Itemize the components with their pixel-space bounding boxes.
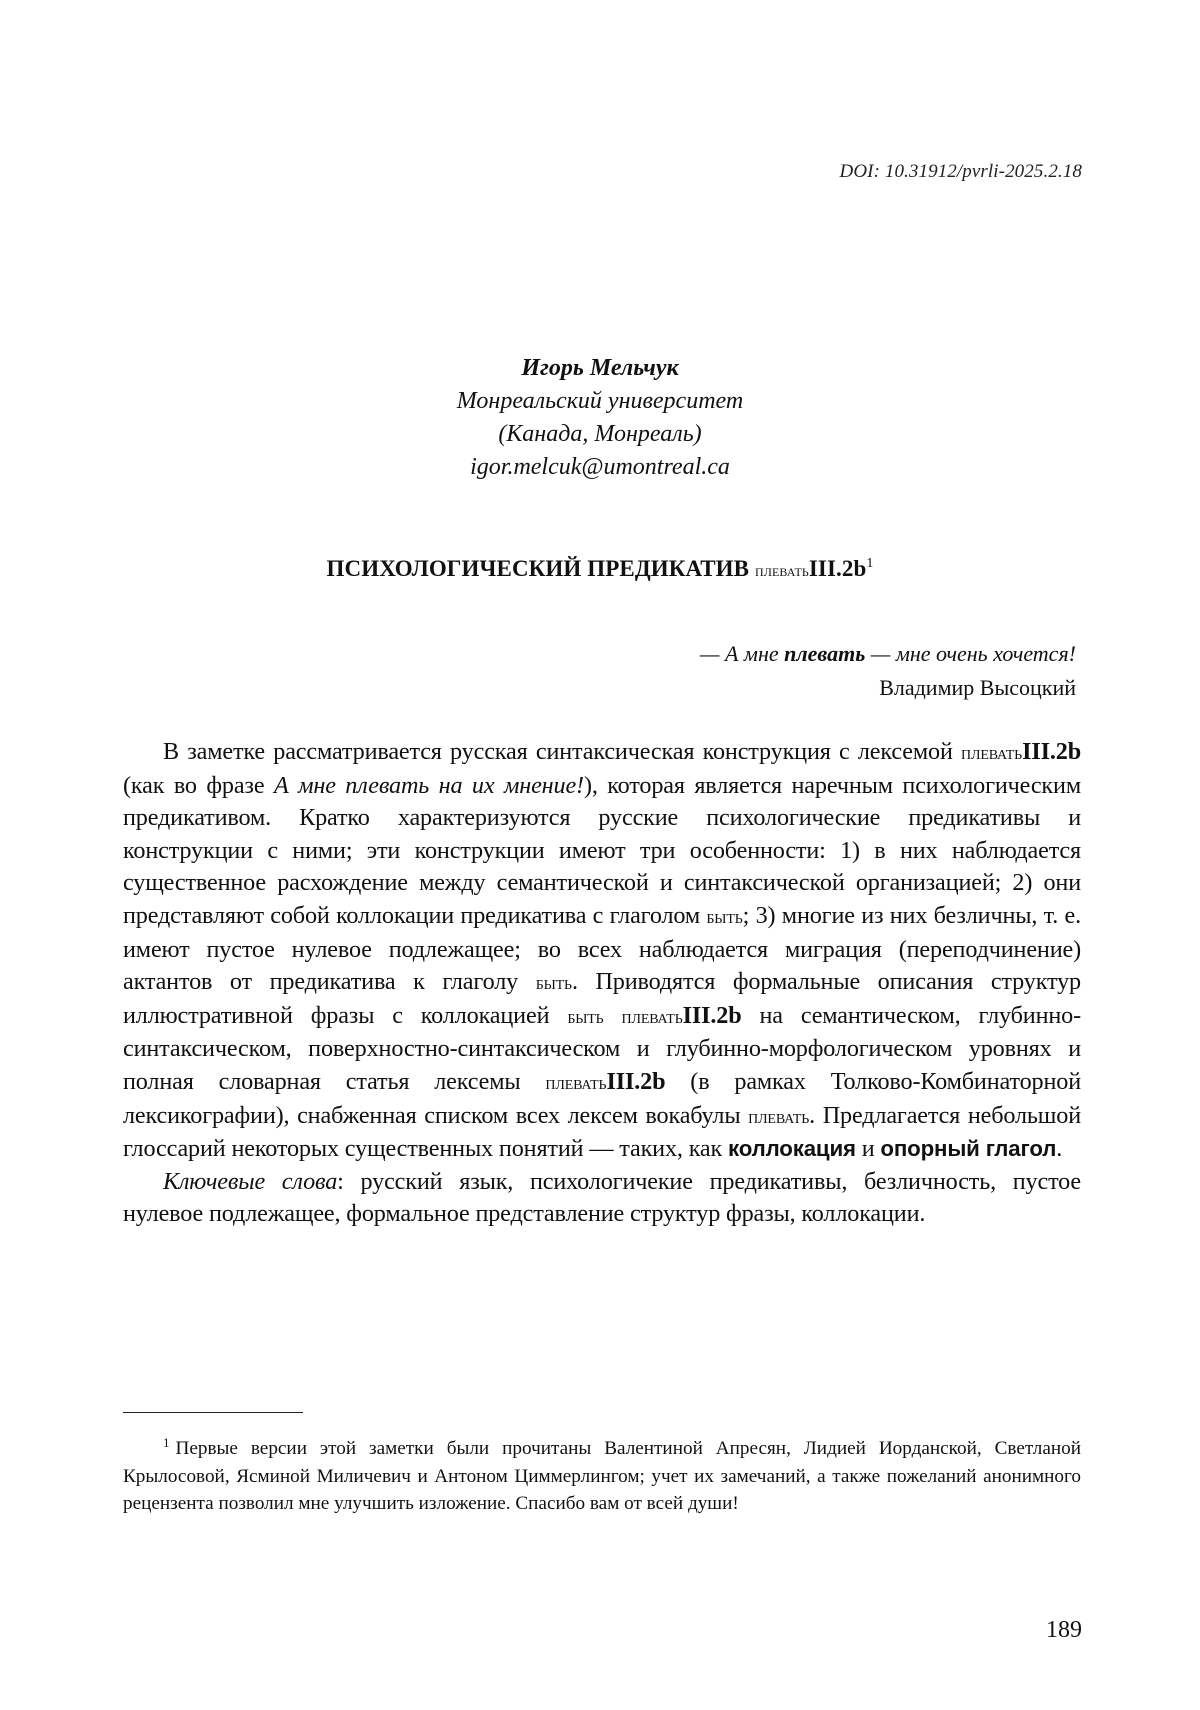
title-sense: III.2b	[808, 556, 867, 581]
epigraph-attribution: Владимир Высоцкий	[879, 675, 1076, 700]
glossary-term: опорный глагол	[880, 1136, 1057, 1162]
abstract-text: на семантическом, глубинно-синтаксическом, поверхностно-синтаксическом и глубинно-морфологическом уровнях и полная словарная статья лексемы	[123, 1001, 1082, 1095]
lexeme-byt: быть	[567, 1005, 604, 1028]
lexeme-plevat: плевать	[961, 742, 1023, 764]
author-email: igor.melcuk@umontreal.ca	[470, 454, 730, 480]
epigraph-quote-start: — А мне	[699, 641, 785, 666]
page-number: 189	[1046, 1617, 1082, 1643]
author-affiliation: Монреальский университет	[456, 388, 744, 414]
keywords-text: : русский язык, психологичекие предикативы, безличность, пустое нулевое подлежащее, формальное представление структур фразы, коллокации.	[123, 1167, 1082, 1228]
author-location: (Канада, Монреаль)	[498, 421, 702, 447]
epigraph-quote-end: — мне очень хочется!	[865, 641, 1076, 666]
abstract-text: .	[1056, 1135, 1063, 1163]
sense-number: III.2b	[1022, 738, 1081, 765]
abstract-text: В заметке рассматривается русская синтаксическая конструкция с лексемой	[163, 738, 962, 765]
keywords-label: Ключевые слова	[163, 1167, 338, 1195]
abstract-text: (как во фразе	[123, 771, 274, 799]
title-main: ПСИХОЛОГИЧЕСКИЙ ПРЕДИКАТИВ	[326, 556, 755, 581]
abstract-text: ; 3) многие из них безличны, т. е. имеют пустое нулевое подлежащее; во всех наблюдается миграция (переподчинение) актантов от предикатива к глаголу	[123, 901, 1081, 996]
lexeme-plevat: плевать	[621, 1005, 683, 1028]
abstract-text: . Приводятся формальные описания структур иллюстративной фразы с коллокацией	[123, 968, 1081, 1029]
epigraph-quote	[700, 637, 1076, 671]
sense-number: III.2b	[682, 1001, 742, 1029]
author-block	[0, 352, 1200, 484]
article-title	[0, 556, 1200, 582]
lexeme-plevat: плевать	[748, 1105, 810, 1128]
abstract-text: ), которая является наречным психологическим предикативом. Кратко характеризуются русские психологические предикативы и конструкции с ними; эти конструкции имеют три особенности: 1) в них наблюдается существенное расхождение между семантической и синтаксической организацией; 2) они представляют собой коллокации предикатива с глаголом	[123, 771, 1081, 929]
doi-line: DOI: 10.31912/pvrli-2025.2.18	[839, 161, 1082, 182]
footnote-mark: 1	[163, 1435, 170, 1450]
sense-number: III.2b	[606, 1067, 666, 1095]
abstract-text: и	[855, 1135, 881, 1163]
abstract-text: . Предлагается небольшой глоссарий некоторых существенных понятий — таких, как	[123, 1101, 1081, 1163]
footnote-paragraph	[123, 1429, 1081, 1518]
footnote-divider	[123, 1412, 303, 1413]
title-lexeme: плевать	[754, 561, 809, 580]
lexeme-byt: быть	[535, 972, 572, 995]
epigraph-quote-bold: плевать	[784, 641, 866, 666]
abstract-text: (в рамках Толково-Комбинаторной лексикографии), снабженная списком всех лексем вокабулы	[123, 1067, 1081, 1129]
abstract-paragraph	[123, 736, 1081, 1166]
title-footnote-mark[interactable]: 1	[866, 556, 874, 571]
footnote	[123, 1429, 1081, 1518]
lexeme-byt: быть	[706, 905, 743, 928]
example-phrase: А мне плевать на их мнение!	[273, 771, 584, 799]
lexeme-plevat: плевать	[545, 1071, 607, 1094]
epigraph	[700, 637, 1076, 705]
glossary-term: коллокация	[728, 1136, 856, 1162]
author-name: Игорь Мельчук	[521, 355, 679, 381]
footnote-text: Первые версии этой заметки были прочитаны Валентиной Апресян, Лидией Иорданской, Светланой Крылосовой, Ясминой Миличевич и Антоном Циммерлингом; учет их замечаний, а также пожеланий анонимного рецензента позволил мне улучшить изложение. Спасибо вам от всей души!	[123, 1438, 1081, 1514]
keywords-paragraph	[123, 1166, 1081, 1231]
abstract	[123, 736, 1081, 1231]
